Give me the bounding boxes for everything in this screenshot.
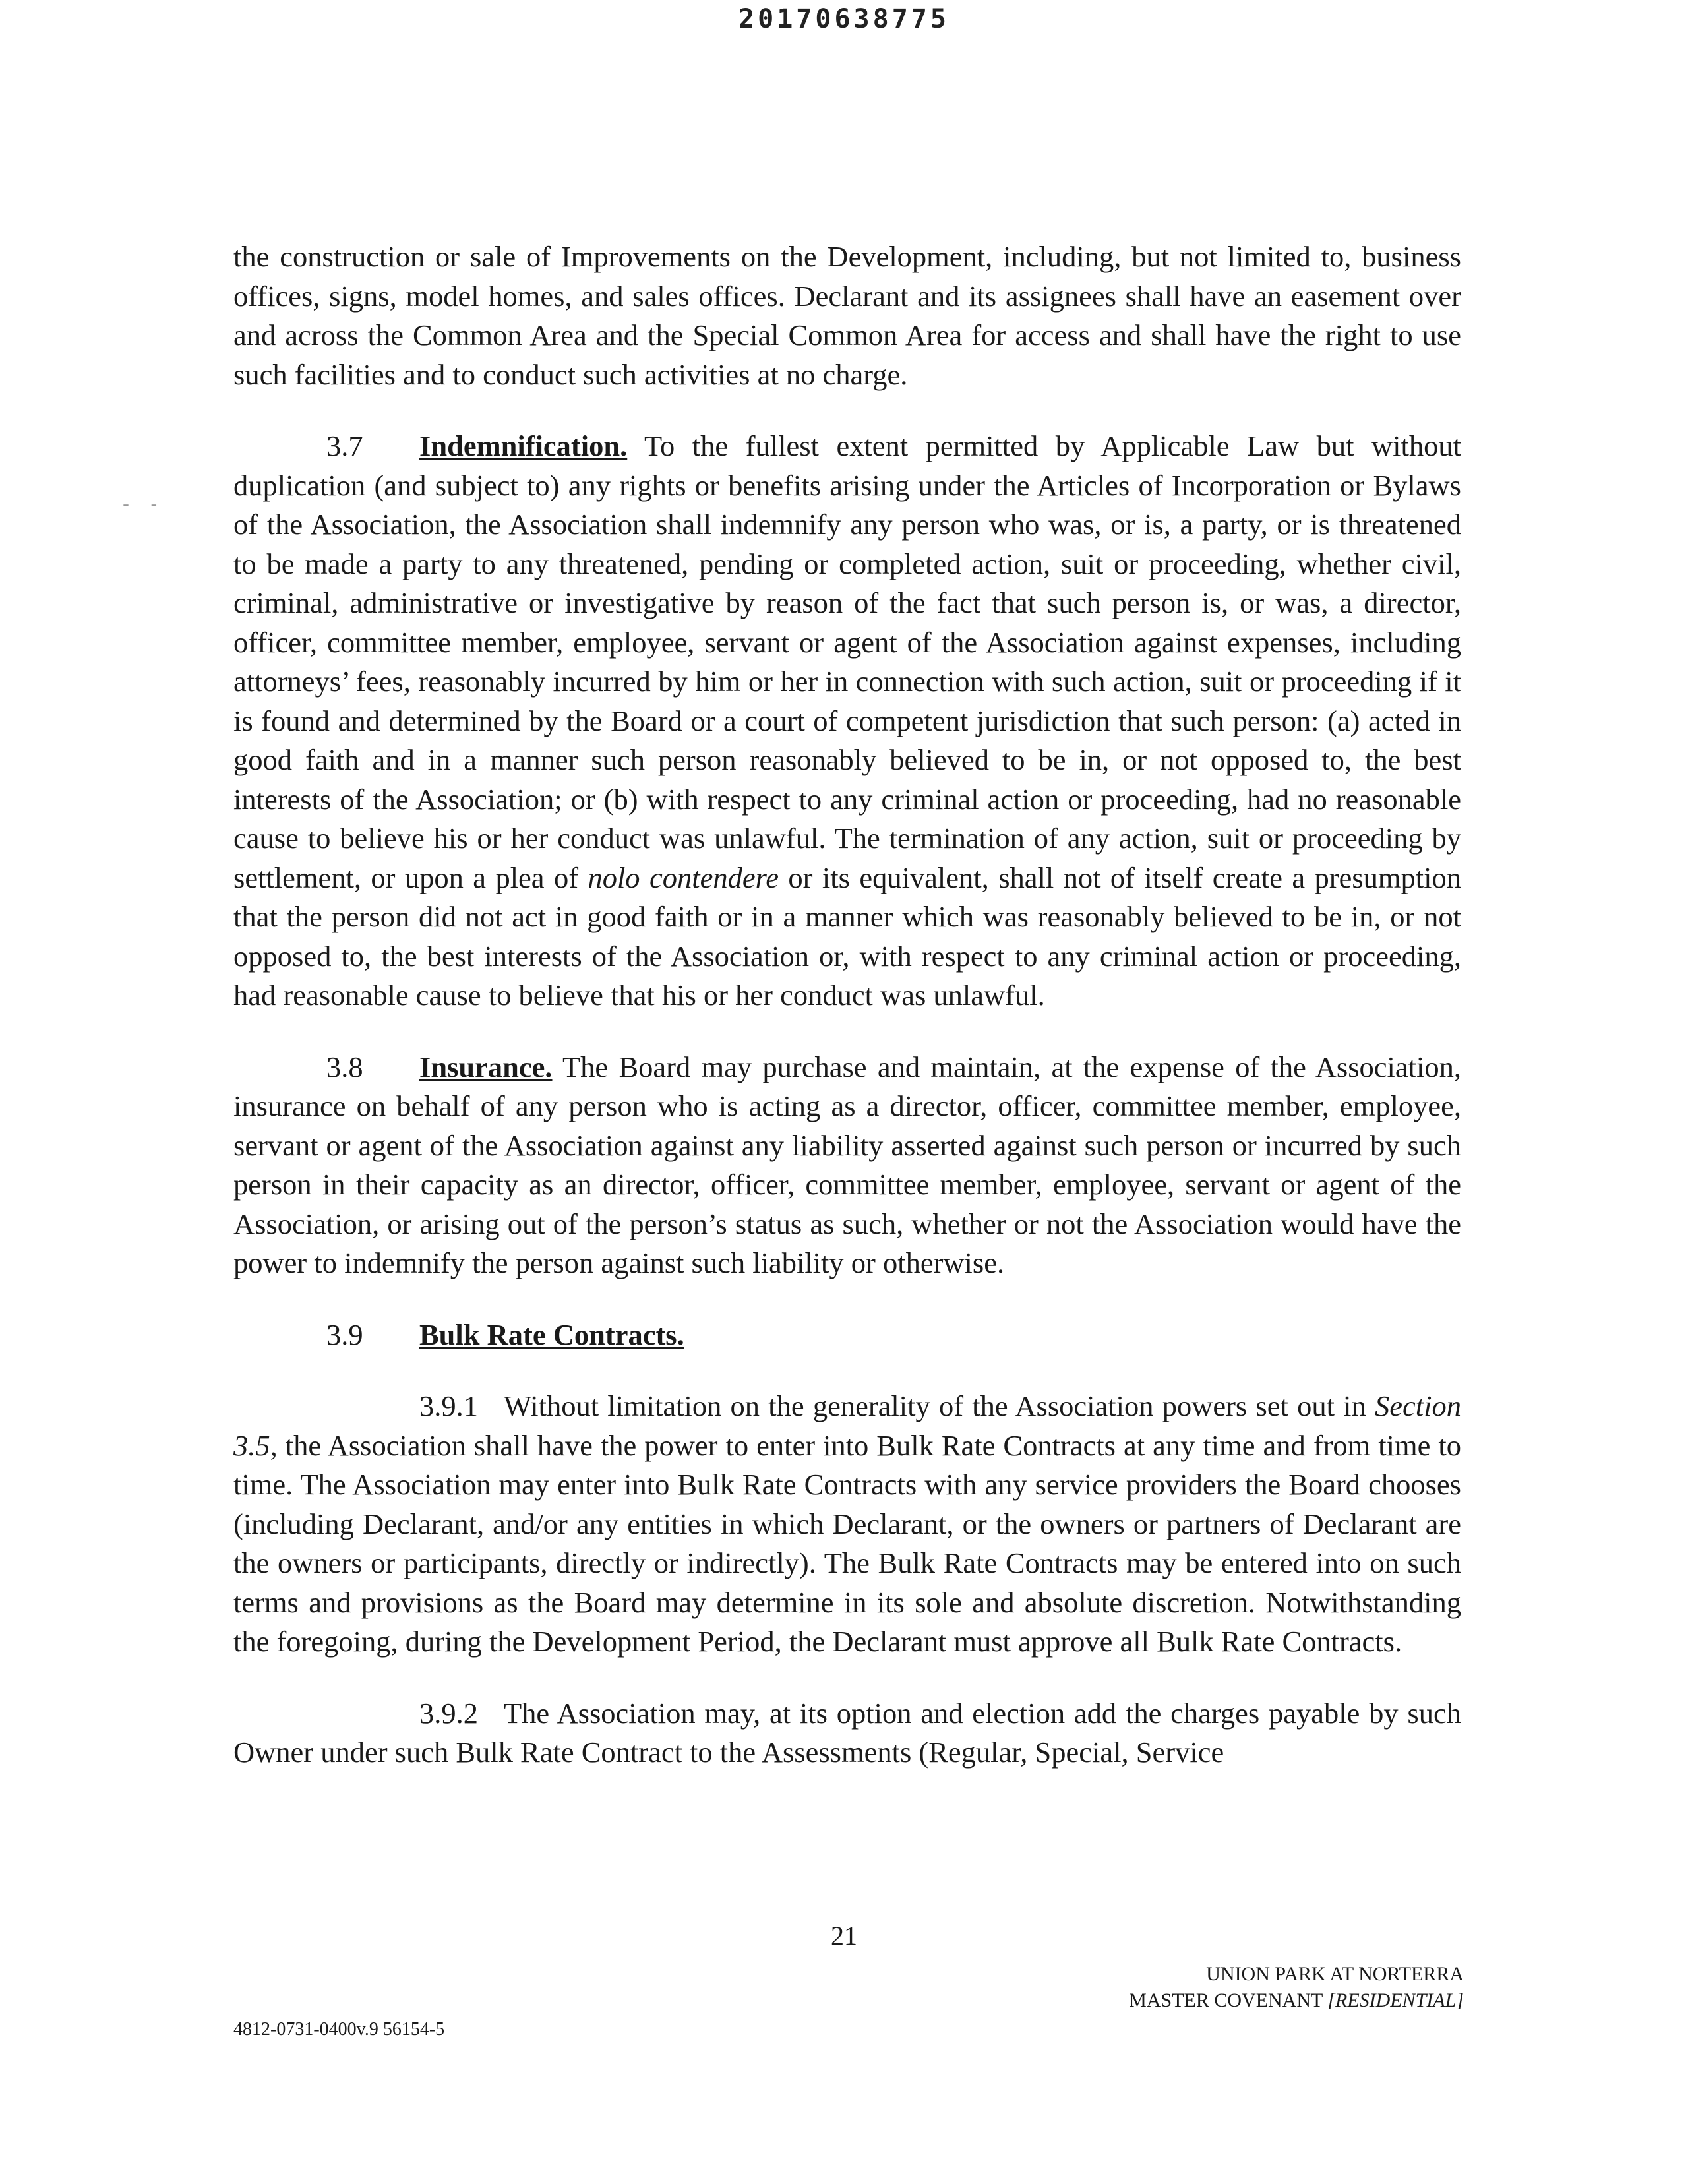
section-title: Indemnification. (419, 429, 628, 462)
section-3-9-2 (233, 1694, 1461, 1773)
section-number: 3.7 (326, 429, 363, 462)
paragraph-text: the construction or sale of Improvements on the Development, including, but not limited to, business offices, signs, model homes, and sales offices. Declarant and its assignees shall have an easement over and across the Common Area and the Special Common Area for access and shall have the right to use such facilities and to conduct such activities at no charge. (233, 240, 1461, 391)
section-3-7 (233, 427, 1461, 1016)
paragraph-continuation (233, 237, 1461, 394)
document-id: 4812-0731-0400v.9 56154-5 (233, 2019, 445, 2040)
recording-number: 20170638775 (738, 4, 950, 34)
document-title (1129, 1961, 1464, 2014)
section-title: Insurance. (419, 1050, 553, 1083)
section-italic-text: nolo contendere (588, 861, 779, 894)
section-text: To the fullest extent permitted by Applicable Law but without duplication (and subject to) any rights or benefits arising under the Articles of Incorporation or Bylaws of the Association, the Association shall indemnify any person who was, or is, a party, or is threatened to be made a party to any threatened, pending or completed action, suit or proceeding, whether civil, criminal, administrative or investigative by reason of the fact that such person is, or was, a director, officer, committee member, employee, servant or agent of the Association against expenses, including attorneys’ fees, reasonably incurred by him or her in connection with such action, suit or proceeding if it is found and determined by the Board or a court of competent jurisdiction that such person: (a) acted in good faith and in a manner such person reasonably believed to be in, or not opposed to, the best interests of the Association; or (b) with respect to any criminal action or proceeding, had no reasonable cause to believe his or her conduct was unlawful. The termination of any action, suit or proceeding by settlement, or upon a plea of (233, 429, 1461, 894)
section-reference: Section 3.5 (233, 1389, 1461, 1462)
page-number: 21 (831, 1921, 857, 1951)
subsection-number: 3.9.2 (419, 1696, 478, 1730)
section-number: 3.9 (326, 1318, 363, 1351)
subsection-number: 3.9.1 (419, 1389, 478, 1422)
document-title-text: MASTER COVENANT (1129, 1989, 1328, 2011)
section-3-8 (233, 1048, 1461, 1283)
margin-mark: - - (123, 493, 166, 515)
document-title-line-1: UNION PARK AT NORTERRA (1206, 1963, 1464, 1985)
section-number: 3.8 (326, 1050, 363, 1083)
subsection-text: The Association may, at its option and election add the charges payable by such Owner under such Bulk Rate Contract to the Assessments (Regular, Special, Service (233, 1696, 1461, 1769)
document-body (233, 237, 1461, 1773)
document-title-line-2 (1129, 1987, 1464, 2014)
section-3-9 (233, 1316, 1461, 1355)
section-3-9-1 (233, 1387, 1461, 1662)
section-text: or its equivalent, shall not of itself create a presumption that the person did not act in good faith or in a manner which was reasonably believed to be in, or not opposed to, the best interests of the Association or, with respect to any criminal action or proceeding, had reasonable cause to believe that his or her conduct was unlawful. (233, 861, 1461, 1012)
section-text: The Board may purchase and maintain, at the expense of the Association, insurance on behalf of any person who is acting as a director, officer, committee member, employee, servant or agent of the Association against any liability asserted against such person or incurred by such person in their capacity as an director, officer, committee member, employee, servant or agent of the Association, or arising out of the person’s status as such, whether or not the Association would have the power to indemnify the person against such liability or otherwise. (233, 1050, 1461, 1279)
section-title: Bulk Rate Contracts. (419, 1318, 684, 1351)
subsection-text: Without limitation on the generality of the Association powers set out in (504, 1389, 1375, 1422)
subsection-text: , the Association shall have the power to enter into Bulk Rate Contracts at any time and from time to time. The Association may enter into Bulk Rate Contracts with any service providers the Board chooses (including Declarant, and/or any entities in which Declarant, or the owners or partners of Declarant are the owners or participants, directly or indirectly). The Bulk Rate Contracts may be entered into on such terms and provisions as the Board may determine in its sole and absolute discretion. Notwithstanding the foregoing, during the Development Period, the Declarant must approve all Bulk Rate Contracts. (233, 1428, 1461, 1658)
document-title-italic: [RESIDENTIAL] (1327, 1989, 1464, 2011)
